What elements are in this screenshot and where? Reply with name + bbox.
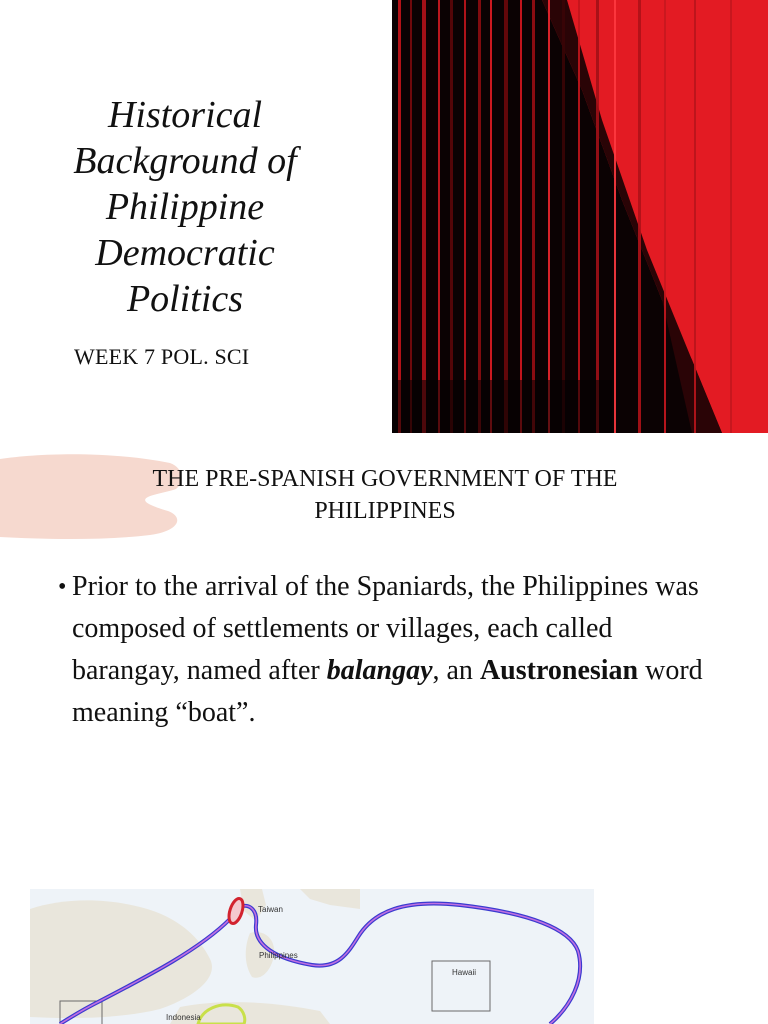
decorative-red-streak-image xyxy=(392,0,768,433)
title-line: Philippine xyxy=(105,186,265,228)
content-slide xyxy=(0,433,768,1024)
heading-line: THE PRE-SPANISH GOVERNMENT OF THE xyxy=(152,466,618,492)
bullet-text-part: word meaning “boat”. xyxy=(72,655,703,728)
bullet-item xyxy=(58,566,718,734)
bullet-text-part: Prior to the arrival of the Spaniards, the Philippines was composed of settlements or villages, each called barangay, named after xyxy=(72,571,699,686)
map-label-philippines: Philippines xyxy=(259,951,298,960)
bullet-text-part: , an xyxy=(432,655,480,686)
map-graphic xyxy=(30,889,594,1024)
red-streak-graphic xyxy=(392,0,768,433)
title-line: Background of xyxy=(73,140,297,182)
map-label-taiwan: Taiwan xyxy=(258,905,283,914)
map-label-hawaii: Hawaii xyxy=(452,968,477,977)
title-line: Historical xyxy=(107,94,263,136)
slide-subtitle: WEEK 7 POL. SCI xyxy=(74,344,250,369)
section-heading xyxy=(40,463,730,527)
term-austronesian: Austronesian xyxy=(479,655,639,686)
austronesian-migration-map xyxy=(30,889,594,1024)
slide-title xyxy=(40,92,330,322)
title-line: Democratic xyxy=(95,232,275,274)
map-label-indonesia: Indonesia xyxy=(166,1013,201,1022)
term-balangay: balangay xyxy=(326,655,433,686)
bullet-text xyxy=(58,566,718,734)
title-line: Politics xyxy=(126,278,244,320)
title-slide xyxy=(0,0,768,433)
bullet-marker: • xyxy=(58,574,67,600)
heading-line: PHILIPPINES xyxy=(314,498,456,524)
